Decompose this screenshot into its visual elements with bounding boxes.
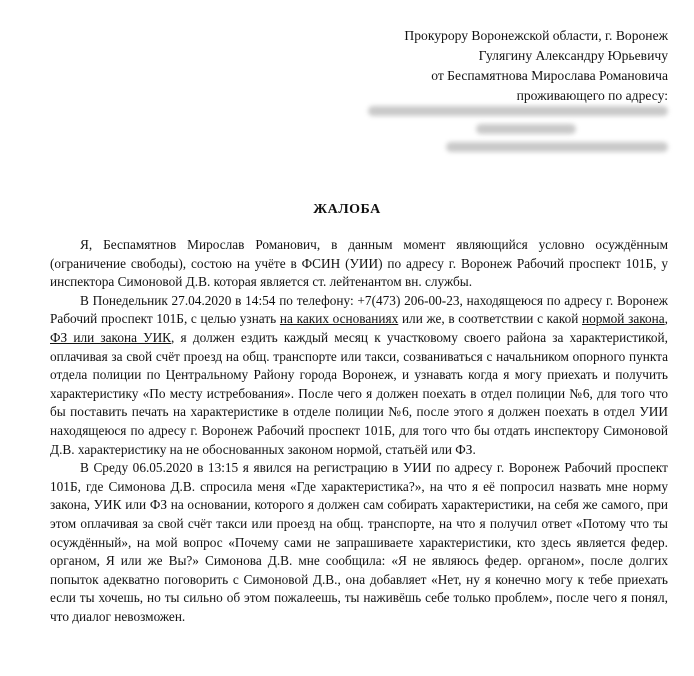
addressee-block [248,26,668,106]
paragraph-2-text-4: , я должен ездить каждый месяц к участковому своего района за характеристикой, оплачивая за свой счёт проезд на общ. транспорте или такси, созваниваться с начальником опорного пункта отдела полиции по Центральному Району города Воронеж, и узнавать когда я могу приехать и получить характеристику «По месту истребования». После чего я должен поехать в отдел полиции №6, для того что бы поставить печать на характеристике в отделе полиции №6, после этого я должен поехать в отдел УИИ находящеюся по адресу г. Воронеж Рабочий проспект 101Б, для того что бы отдать инспектору Симоновой Д.В. характеристику на не обоснованных законом нормой, статьёй или ФЗ. [50,329,669,457]
redacted-address [348,106,668,160]
sender-line: от Беспамятнова Мирослава Романовича [431,68,668,83]
paragraph-2 [50,292,668,459]
underlined-phrase-3: ФЗ или закона УИК [50,329,172,345]
redacted-line-2 [476,124,576,134]
redacted-line-3 [446,142,668,152]
paragraph-2-text-3: , [664,311,668,327]
paragraph-2-text-2: или же, в соответствии с какой [398,311,583,327]
address-label: проживающего по адресу: [516,88,668,103]
redacted-line-1 [368,106,668,116]
underlined-phrase-1: на каких основаниях [279,311,399,327]
document-body [50,236,668,626]
addressee-line-1: Прокурору Воронежской области, г. Воронеж [404,28,668,43]
paragraph-3: В Среду 06.05.2020 в 13:15 я явился на регистрацию в УИИ по адресу г. Воронеж Рабочий проспект 101Б, где Симонова Д.В. спросила меня «Где характеристика?», на что я её попросил назвать мне норму закона, УИК или ФЗ на основании, которого я должен сам собирать характеристики, на себя же самого, при этом оплачивая за свой счёт такси или проезд на общ. транспорте, на что я получил ответ «Потому что ты осуждённый», на мой вопрос «Почему сами не запрашиваете характеристики, кто здесь является федер. органом, Я или же Вы?» Симонова Д.В. мне сообщила: «Я не являюсь федер. органом», после долгих попыток адекватно поговорить с Симоновой Д.В., она добавляет «Нет, ну я конечно могу к тебе приехать если ты хочешь, но ты сильно об этом пожалеешь, ты наживёшь себе только проблем», после чего я понял, что диалог невозможен. [50,460,668,624]
underlined-phrase-2: нормой закона [582,311,665,327]
document-title: ЖАЛОБА [313,202,381,217]
addressee-line-2: Гулягину Александру Юрьевичу [478,48,668,63]
paragraph-2-text-1: В Понедельник 27.04.2020 в 14:54 по телефону: +7(473) 206-00-23, находящеюся по адресу г. Воронеж Рабочий проспект 101Б, с целью узнать [50,292,668,327]
paragraph-1: Я, Беспамятнов Мирослав Романович, в данным момент являющийся условно осуждённым (ограничение свободы), состою на учёте в ФСИН (УИИ) по адресу г. Воронеж Рабочий проспект 101Б, у инспектора Симоновой Д.В. которая является ст. лейтенантом вн. службы. [50,237,668,290]
